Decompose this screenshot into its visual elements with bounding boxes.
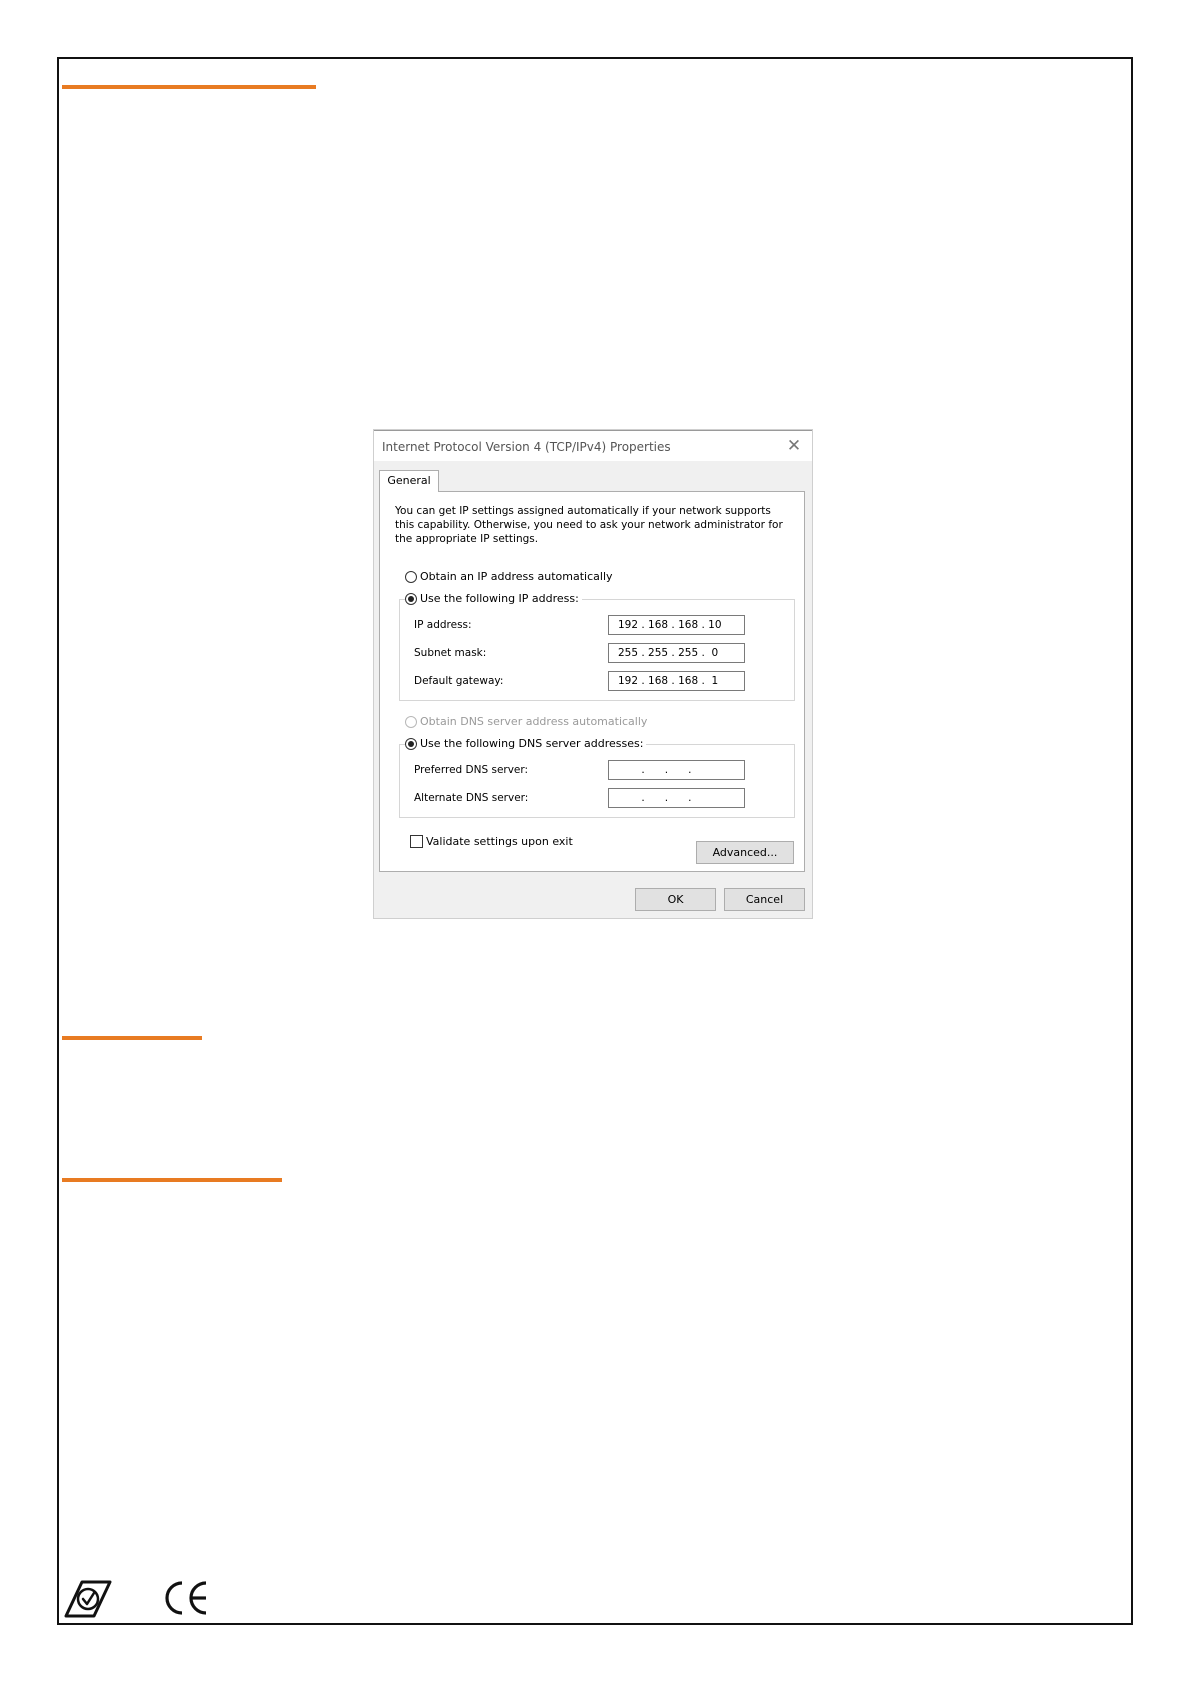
close-icon[interactable]: ✕ <box>786 436 802 456</box>
advanced-button[interactable]: Advanced... <box>696 841 794 864</box>
rcm-mark-icon <box>62 1578 114 1618</box>
dns-manual-option[interactable] <box>405 737 646 750</box>
tab-general[interactable]: General <box>379 470 439 492</box>
dns-auto-radio[interactable] <box>405 716 417 728</box>
general-tab-panel <box>379 491 805 872</box>
ipv4-properties-dialog <box>373 429 813 919</box>
dialog-titlebar <box>374 431 812 461</box>
default-gateway-label: Default gateway: <box>414 675 504 687</box>
ok-button[interactable]: OK <box>635 888 716 911</box>
ip-auto-option[interactable] <box>405 570 613 583</box>
dialog-title: Internet Protocol Version 4 (TCP/IPv4) Properties <box>382 440 671 454</box>
ip-auto-label: Obtain an IP address automatically <box>420 570 613 583</box>
intro-text: You can get IP settings assigned automatically if your network supports this capability. Otherwise, you need to ask your network administrator for the appropriate IP settings. <box>395 505 783 545</box>
dns-auto-option[interactable] <box>405 715 647 728</box>
ip-auto-radio[interactable] <box>405 571 417 583</box>
subnet-mask-input[interactable]: 255 . 255 . 255 . 0 <box>608 643 745 663</box>
section-divider-3 <box>62 1178 282 1182</box>
validate-label: Validate settings upon exit <box>426 835 573 848</box>
preferred-dns-input[interactable]: . . . <box>608 760 745 780</box>
preferred-dns-label: Preferred DNS server: <box>414 764 529 776</box>
validate-checkbox[interactable] <box>410 835 423 848</box>
ip-manual-option[interactable] <box>405 592 582 605</box>
dns-auto-label: Obtain DNS server address automatically <box>420 715 648 728</box>
dns-manual-radio[interactable] <box>405 738 417 750</box>
alternate-dns-input[interactable]: . . . <box>608 788 745 808</box>
dns-server-group <box>399 744 795 818</box>
dns-manual-label: Use the following DNS server addresses: <box>420 737 644 750</box>
ip-address-group <box>399 599 795 701</box>
subnet-mask-label: Subnet mask: <box>414 647 487 659</box>
ce-mark-icon <box>160 1579 212 1617</box>
ip-manual-radio[interactable] <box>405 593 417 605</box>
alternate-dns-label: Alternate DNS server: <box>414 792 529 804</box>
section-divider-1 <box>62 85 316 89</box>
default-gateway-input[interactable]: 192 . 168 . 168 . 1 <box>608 671 745 691</box>
cancel-button[interactable]: Cancel <box>724 888 805 911</box>
ip-manual-label: Use the following IP address: <box>420 592 579 605</box>
ip-address-input[interactable]: 192 . 168 . 168 . 10 <box>608 615 745 635</box>
ip-address-label: IP address: <box>414 619 472 631</box>
section-divider-2 <box>62 1036 202 1040</box>
validate-option[interactable] <box>410 835 573 848</box>
